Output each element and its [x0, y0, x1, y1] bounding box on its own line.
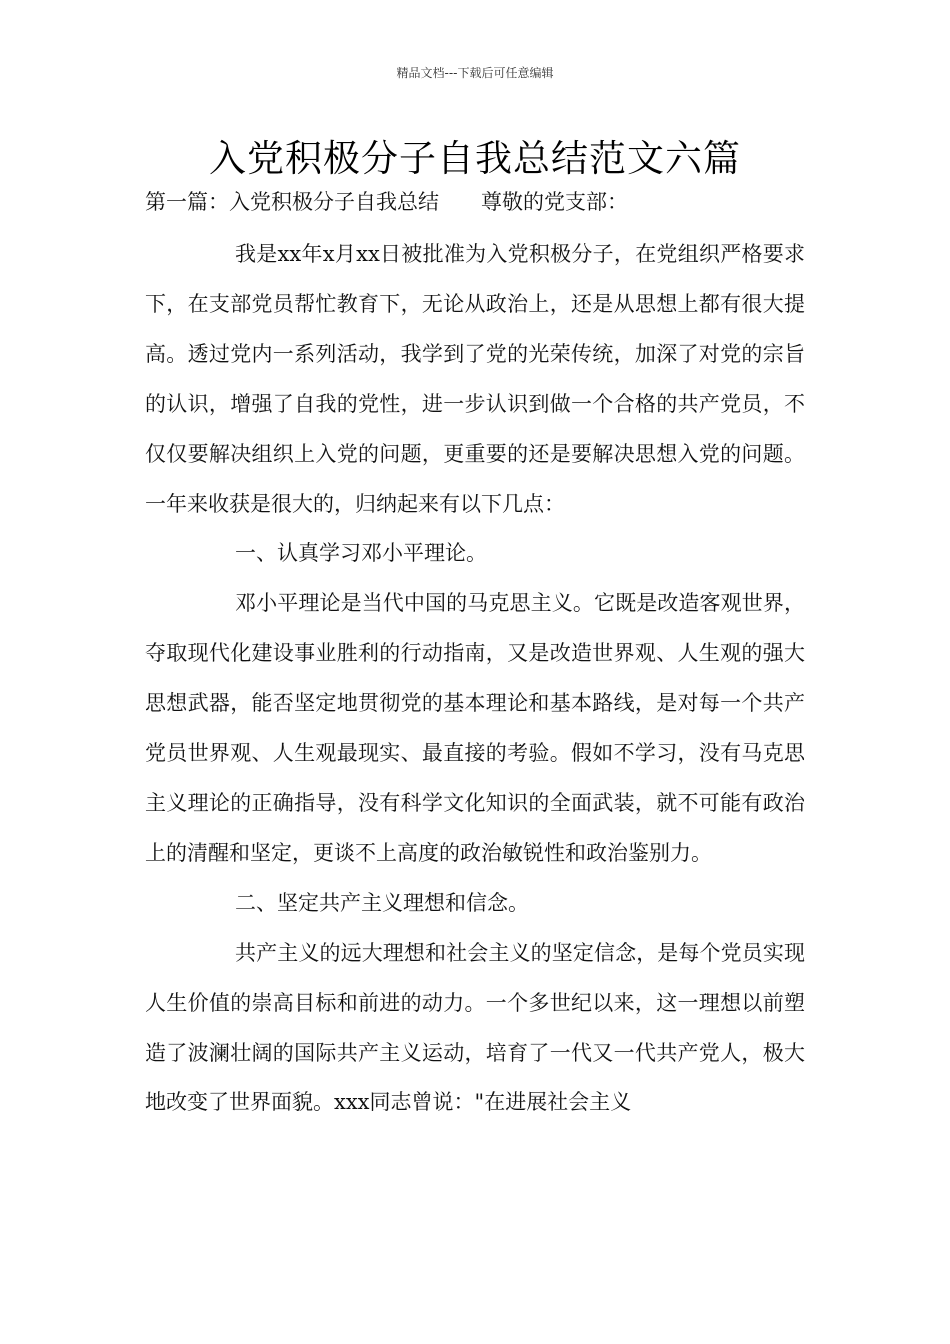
section-heading: 二、坚定共产主义理想和信念。: [235, 890, 529, 915]
paragraph: 共产主义的远大理想和社会主义的坚定信念，是每个党员实现人生价值的崇高目标和前进的动力。一个多世纪以来，这一理想以前塑造了波澜壮阔的国际共产主义运动，培育了一代又一代共产党人，极大地改变了世界面貌。xxx同志曾说："在进展社会主义: [145, 940, 805, 1115]
section-heading: 一、认真学习邓小平理论。: [235, 541, 487, 566]
document-subtitle: 第一篇：入党积极分子自我总结 尊敬的党支部：: [145, 190, 628, 214]
page-header: 精品文档---下载后可任意编辑: [396, 66, 554, 80]
paragraph: 邓小平理论是当代中国的马克思主义。它既是改造客观世界，夺取现代化建设事业胜利的行动指南，又是改造世界观、人生观的强大思想武器，能否坚定地贯彻党的基本理论和基本路线，是对每一个共产党员世界观、人生观最现实、最直接的考验。假如不学习，没有马克思主义理论的正确指导，没有科学文化知识的全面武装，就不可能有政治上的清醒和坚定，更谈不上高度的政治敏锐性和政治鉴别力。: [145, 591, 805, 865]
document-title: 入党积极分子自我总结范文六篇: [209, 137, 741, 180]
document-body: [145, 230, 805, 1128]
paragraph: 我是xx年x月xx日被批准为入党积极分子，在党组织严格要求下，在支部党员帮忙教育下，无论从政治上，还是从思想上都有很大提高。透过党内一系列活动，我学到了党的光荣传统，加深了对党的宗旨的认识，增强了自我的党性，进一步认识到做一个合格的共产党员，不仅仅要解决组织上入党的问题，更重要的还是要解决思想入党的问题。一年来收获是很大的，归纳起来有以下几点：: [145, 242, 805, 516]
